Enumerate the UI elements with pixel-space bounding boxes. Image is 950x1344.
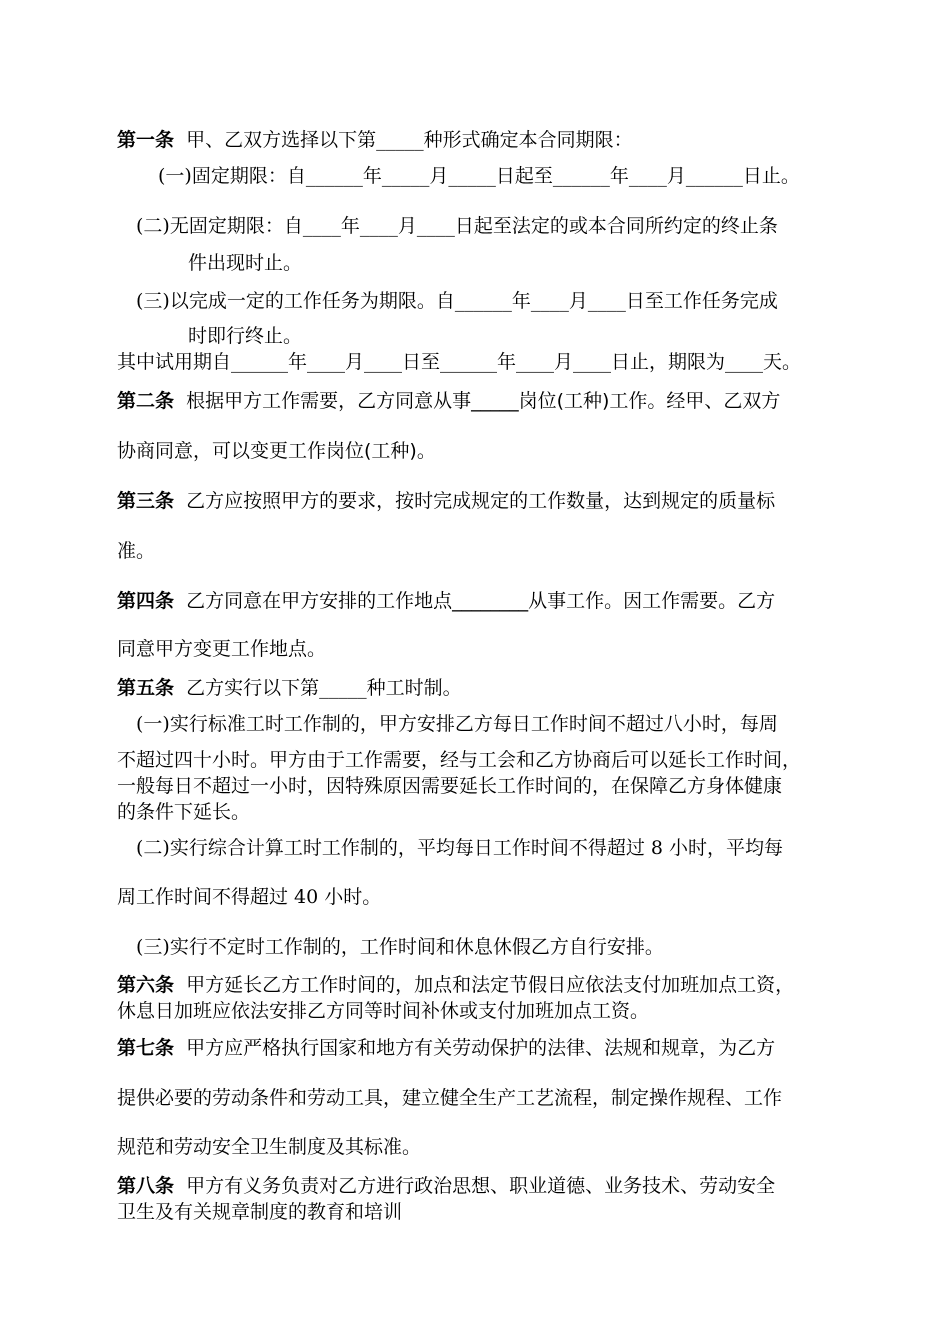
article-6-line-2: 休息日加班应依法安排乙方同等时间补休或支付加班加点工资。 [117, 1000, 650, 1022]
article-6-heading: 第六条 [117, 974, 175, 996]
article-8-heading: 第八条 [117, 1175, 175, 1197]
article-4-text-c: 同意甲方 [117, 638, 194, 660]
article-2-text: 根据甲方工作需要，乙方同意从事_____岗位(工种)工作。经甲、乙双方 [186, 390, 781, 412]
article-1-heading: 第一条 [117, 129, 175, 151]
article-8-text: 甲方有义务负责对乙方进行政治思想、职业道德、业务技术、劳动安全 [186, 1175, 776, 1197]
article-5-heading: 第五条 [117, 677, 175, 699]
article-1-option-2: (二)无固定期限：自____年____月____日起至法定的或本合同所约定的终止条 [136, 215, 778, 237]
article-8-line-2: 卫生及有关规章制度的教育和培训 [117, 1201, 403, 1223]
article-5-option-2-cont: 周工作时间不得超过 40 小时。 [117, 886, 382, 908]
article-4-heading: 第四条 [117, 590, 175, 612]
article-5-line-1 [117, 675, 462, 701]
article-2-line-2: 协商同意，可以变更工作岗位(工种)。 [117, 440, 436, 462]
article-3-line-1 [117, 488, 775, 514]
article-4-line-1 [117, 588, 775, 614]
article-7-line-1 [117, 1035, 775, 1061]
article-4-text-b: 因工作需要。乙方 [623, 590, 776, 612]
article-5-option-1-cont-1: 不超过四十小时。甲方由于工作需要，经与工会和乙方协商后可以延长工作时间， [117, 749, 802, 771]
article-1-line-1 [117, 127, 633, 153]
article-1-option-3-cont: 时即行终止。 [188, 325, 303, 347]
article-1-option-3: (三)以完成一定的工作任务为期限。自______年____月____日至工作任务完成 [136, 290, 778, 312]
article-1-probation: 其中试用期自______年____月____日至______年____月____日止，期限为____天。 [117, 351, 802, 373]
article-5-text: 乙方实行以下第_____种工时制。 [186, 677, 462, 699]
article-7-line-3: 规范和劳动安全卫生制度及其标准。 [117, 1136, 422, 1158]
article-5-option-1-cont-3: 的条件下延长。 [117, 801, 251, 823]
article-7-line-2: 提供必要的劳动条件和劳动工具，建立健全生产工艺流程，制定操作规程、工作 [117, 1087, 783, 1109]
article-4-text-d: 变更工作地点。 [193, 638, 327, 660]
article-6-line-1 [117, 972, 794, 998]
article-7-heading: 第七条 [117, 1037, 175, 1059]
article-1-text: 甲、乙双方选择以下第_____种形式确定本合同期限： [186, 129, 633, 151]
article-1-option-2-cont: 件出现时止。 [188, 252, 303, 274]
article-6-text: 甲方延长乙方工作时间的，加点和法定节假日应依法支付加班加点工资， [186, 974, 795, 996]
article-5-option-3: (三)实行不定时工作制的，工作时间和休息休假乙方自行安排。 [136, 936, 664, 958]
article-4-text-a: 乙方同意在甲方安排的工作地点________从事工作。 [186, 590, 624, 612]
article-3-line-2: 准。 [117, 540, 156, 562]
article-2-line-1 [117, 388, 780, 414]
article-5-option-1: (一)实行标准工时工作制的，甲方安排乙方每日工作时间不超过八小时，每周 [136, 713, 778, 735]
article-4-line-2 [117, 636, 326, 662]
article-2-heading: 第二条 [117, 390, 175, 412]
article-3-text: 乙方应按照甲方的要求，按时完成规定的工作数量，达到规定的质量标 [186, 490, 776, 512]
article-5-option-2: (二)实行综合计算工时工作制的，平均每日工作时间不得超过 8 小时，平均每 [136, 837, 783, 859]
article-1-option-1: (一)固定期限：自______年_____月_____日起至______年____月______日止。 [158, 165, 800, 187]
article-5-option-1-cont-2: 一般每日不超过一小时，因特殊原因需要延长工作时间的，在保障乙方身体健康 [117, 775, 783, 797]
article-3-heading: 第三条 [117, 490, 175, 512]
article-8-line-1 [117, 1173, 775, 1199]
article-7-text: 甲方应严格执行国家和地方有关劳动保护的法律、法规和规章，为乙方 [186, 1037, 776, 1059]
